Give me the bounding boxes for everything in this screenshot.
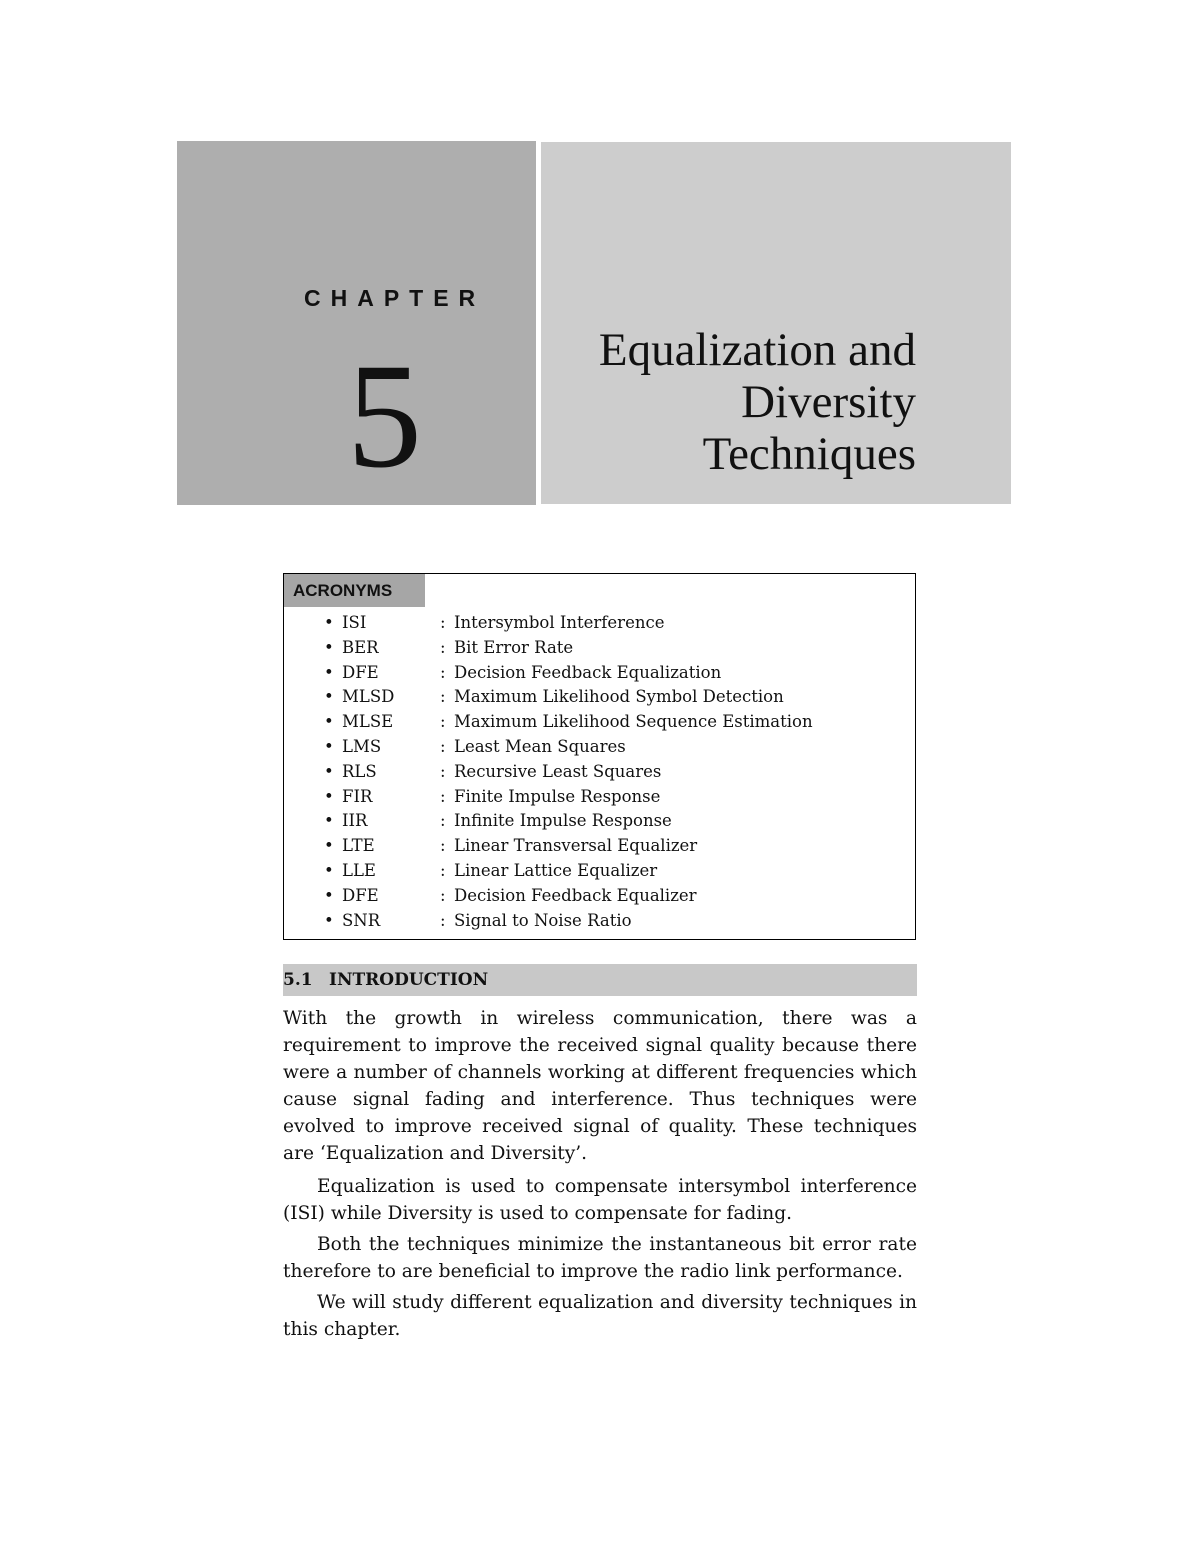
chapter-title-line: Diversity	[741, 376, 916, 428]
section-heading	[283, 964, 917, 996]
chapter-title-line: Techniques	[702, 428, 916, 480]
acronym-item	[324, 859, 813, 884]
acronym-meaning: Intersymbol Interference	[454, 613, 665, 632]
acronyms-heading: ACRONYMS	[284, 574, 425, 607]
bullet-icon: •	[324, 910, 334, 930]
bullet-icon: •	[324, 662, 334, 682]
acronyms-box	[283, 573, 916, 940]
acronym-abbr: DFE	[342, 885, 379, 905]
acronym-separator: :	[440, 761, 446, 781]
bullet-icon: •	[324, 613, 334, 632]
acronym-separator: :	[440, 662, 446, 682]
section-title: INTRODUCTION	[329, 970, 489, 990]
acronym-abbr: DFE	[342, 662, 379, 682]
bullet-icon: •	[324, 712, 334, 732]
chapter-number-panel	[177, 141, 536, 505]
acronym-meaning: Linear Transversal Equalizer	[454, 836, 698, 856]
acronym-abbr: SNR	[342, 910, 381, 930]
bullet-icon: •	[324, 885, 334, 905]
acronym-separator: :	[440, 736, 446, 756]
section-number: 5.1	[283, 970, 313, 990]
bullet-icon: •	[324, 736, 334, 756]
acronym-meaning: Decision Feedback Equalization	[454, 662, 722, 682]
acronym-item	[324, 710, 813, 735]
acronym-abbr: FIR	[342, 786, 373, 806]
acronym-meaning: Finite Impulse Response	[454, 786, 661, 806]
acronym-abbr: BER	[342, 637, 379, 657]
acronym-item	[324, 685, 813, 710]
acronym-item	[324, 809, 813, 834]
bullet-icon: •	[324, 811, 334, 831]
acronym-abbr: MLSE	[342, 712, 394, 732]
acronym-abbr: RLS	[342, 761, 377, 781]
acronym-separator: :	[440, 910, 446, 930]
chapter-title-line: Equalization and	[598, 324, 916, 376]
acronym-separator: :	[440, 860, 446, 880]
paragraph: With the growth in wireless communication, there was a requirement to improve the received signal quality because there were a number of channels working at different frequencies which cause signal fading and interference. Thus techniques were evolved to improve received signal of quality. These techniques are ‘Equalization and Diversity’.	[283, 1008, 917, 1164]
acronym-meaning: Maximum Likelihood Symbol Detection	[454, 687, 784, 707]
acronym-meaning: Bit Error Rate	[454, 637, 574, 657]
acronym-separator: :	[440, 712, 446, 732]
paragraph: Both the techniques minimize the instantaneous bit error rate therefore to are beneficial to improve the radio link performance.	[283, 1234, 917, 1282]
acronym-item	[324, 636, 813, 661]
bullet-icon: •	[324, 786, 334, 806]
acronym-separator: :	[440, 811, 446, 831]
bullet-icon: •	[324, 637, 334, 657]
bullet-icon: •	[324, 761, 334, 781]
acronym-item	[324, 834, 813, 859]
acronym-item	[324, 909, 813, 934]
acronym-meaning: Recursive Least Squares	[454, 761, 662, 781]
acronym-item	[324, 760, 813, 785]
acronym-abbr: LMS	[342, 736, 382, 756]
acronym-item	[324, 611, 813, 636]
chapter-title-panel	[541, 142, 1011, 504]
bullet-icon: •	[324, 836, 334, 856]
acronym-separator: :	[440, 687, 446, 707]
acronym-abbr: MLSD	[342, 687, 395, 707]
acronym-meaning: Signal to Noise Ratio	[454, 910, 632, 930]
acronym-separator: :	[440, 613, 446, 632]
acronym-item	[324, 735, 813, 760]
acronym-abbr: IIR	[342, 811, 368, 831]
chapter-title	[599, 324, 916, 480]
acronym-abbr: LLE	[342, 860, 376, 880]
acronym-separator: :	[440, 885, 446, 905]
bullet-icon: •	[324, 860, 334, 880]
acronyms-list	[324, 611, 813, 933]
acronym-abbr: LTE	[342, 836, 375, 856]
acronym-separator: :	[440, 786, 446, 806]
acronym-meaning: Decision Feedback Equalizer	[454, 885, 697, 905]
chapter-label: CHAPTER	[304, 285, 486, 311]
paragraph: We will study different equalization and diversity techniques in this chapter.	[283, 1292, 917, 1340]
acronym-separator: :	[440, 637, 446, 657]
acronym-abbr: ISI	[342, 613, 367, 632]
acronym-item	[324, 785, 813, 810]
acronym-item	[324, 661, 813, 686]
paragraph: Equalization is used to compensate intersymbol interference (ISI) while Diversity is used to compensate for fading.	[283, 1176, 917, 1224]
acronym-separator: :	[440, 836, 446, 856]
bullet-icon: •	[324, 687, 334, 707]
acronym-meaning: Linear Lattice Equalizer	[454, 860, 658, 880]
acronym-meaning: Maximum Likelihood Sequence Estimation	[454, 712, 813, 732]
acronym-meaning: Infinite Impulse Response	[454, 811, 672, 831]
acronym-item	[324, 884, 813, 909]
acronym-meaning: Least Mean Squares	[454, 736, 626, 756]
chapter-number: 5	[347, 333, 422, 499]
